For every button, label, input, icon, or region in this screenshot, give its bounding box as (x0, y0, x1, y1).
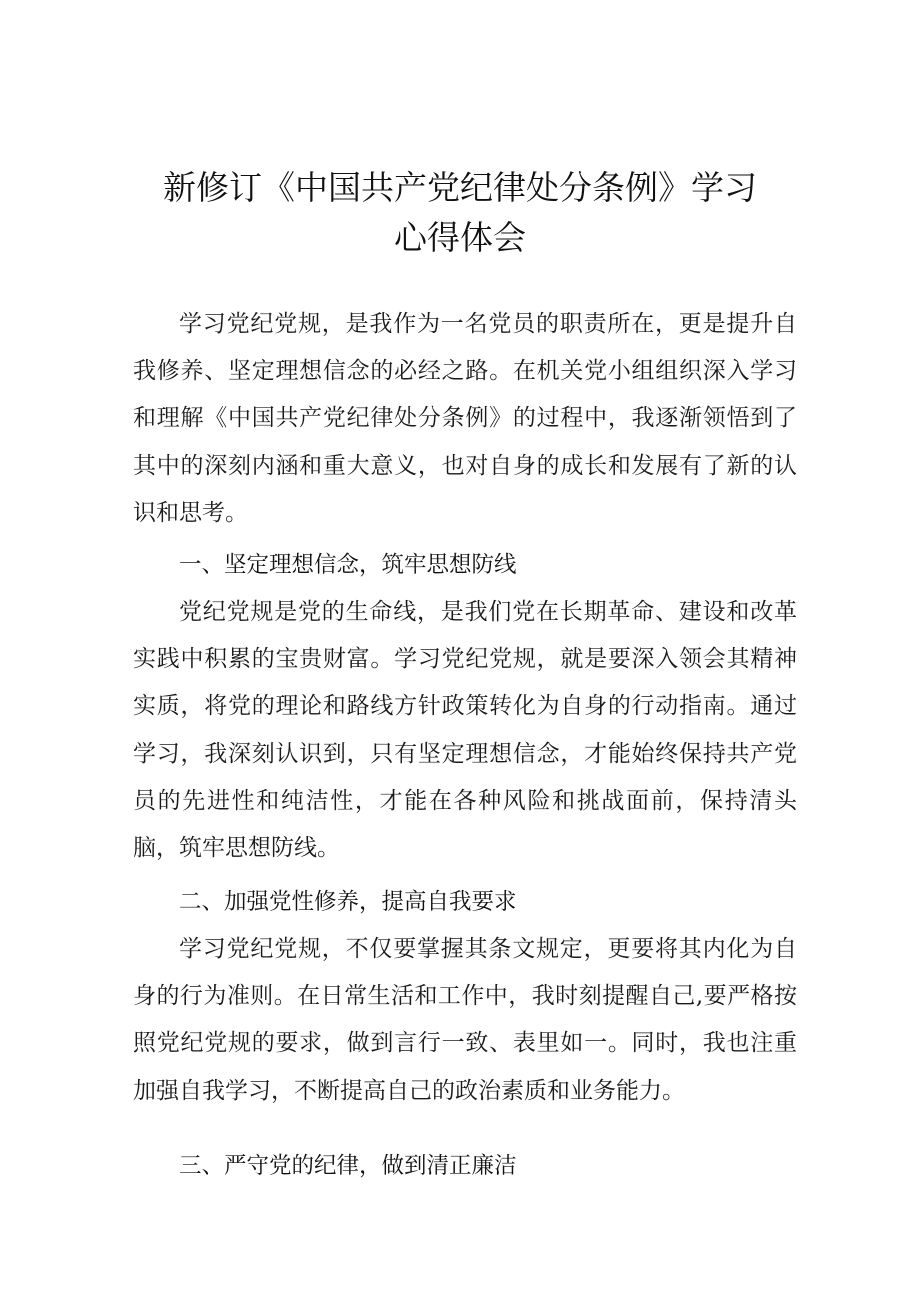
section-body-1: 党纪党规是党的生命线，是我们党在长期革命、建设和改革实践中积累的宝贵财富。学习党纪党规，就是要深入领会其精神实质，将党的理论和路线方针政策转化为自身的行动指南。通过学习，我深刻认识到，只有坚定理想信念，才能始终保持共产党员的先进性和纯洁性，才能在各种风险和挑战面前，保持清头脑，筑牢思想防线。 (133, 599, 797, 862)
document-title-line-1: 新修订《中国共产党纪律处分条例》学习 (163, 168, 757, 207)
section-heading-1: 一、坚定理想信念，筑牢思想防线 (179, 552, 517, 578)
document-title-line-2: 心得体会 (394, 218, 526, 257)
section-body-2: 学习党纪党规，不仅要掌握其条文规定，更要将其内化为自身的行为准则。在日常生活和工作中，我时刻提醒自己,要严格按照党纪党规的要求，做到言行一致、表里如一。同时，我也注重加强自我学习，不断提高自己的政治素质和业务能力。 (133, 936, 797, 1104)
section-heading-2: 二、加强党性修养，提高自我要求 (179, 889, 517, 915)
section-heading-3: 三、严守党的纪律，做到清正廉洁 (179, 1153, 517, 1179)
intro-paragraph: 学习党纪党规，是我作为一名党员的职责所在，更是提升自我修养、坚定理想信念的必经之路。在机关党小组组织深入学习和理解《中国共产党纪律处分条例》的过程中，我逐渐领悟到了其中的深刻内涵和重大意义，也对自身的成长和发展有了新的认识和思考。 (133, 311, 797, 526)
